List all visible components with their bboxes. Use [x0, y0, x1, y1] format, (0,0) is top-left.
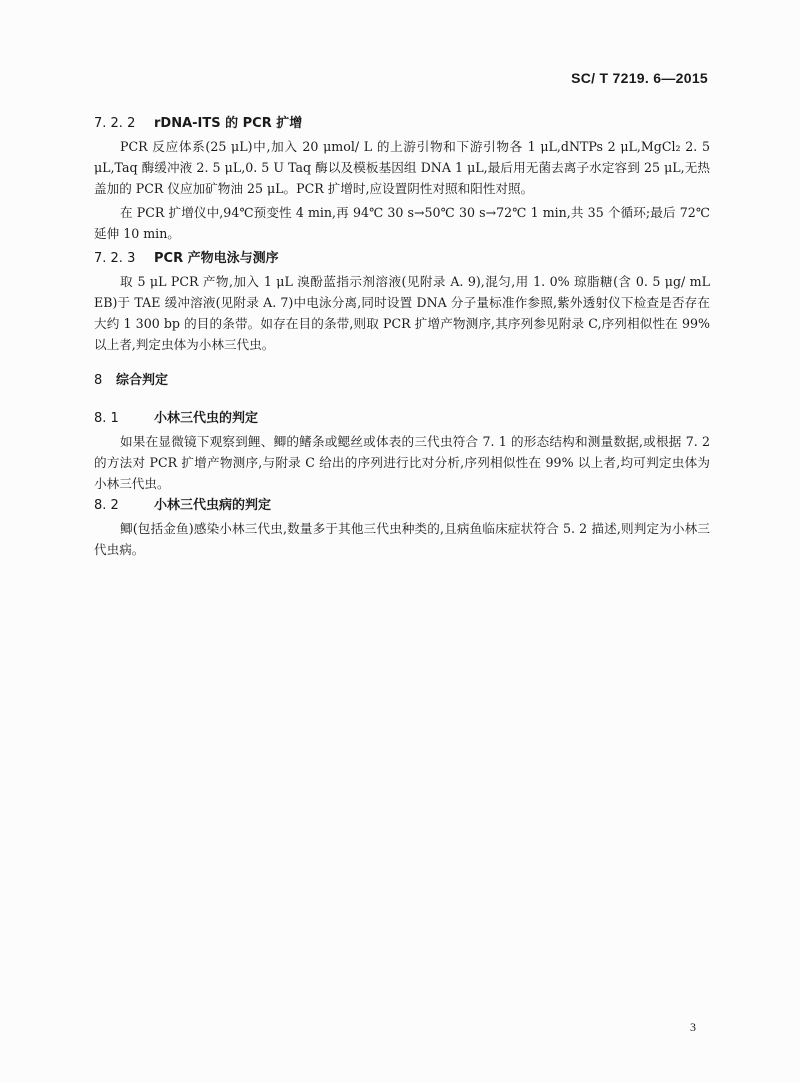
section-number: 7. 2. 2 [94, 116, 136, 131]
section-8-1-heading [94, 407, 710, 431]
document-body [94, 112, 710, 560]
section-title: 小林三代虫病的判定 [154, 498, 272, 513]
section-title: 小林三代虫的判定 [154, 411, 259, 426]
page-number: 3 [690, 1020, 696, 1034]
section-title: rDNA-ITS 的 PCR 扩增 [154, 116, 303, 131]
section-8-1-paragraph-1: 如果在显微镜下观察到鲤、鲫的鳍条或鳃丝或体表的三代虫符合 7. 1 的形态结构和测量数据,或根据 7. 2 的方法对 PCR 扩增产物测序,与附录 C 给出的序列进行比对分析,序列相似性在 99% 以上者,均可判定虫体为小林三代虫。 [94, 434, 710, 491]
section-8-2-heading [94, 494, 710, 518]
section-title: PCR 产物电泳与测序 [154, 251, 279, 266]
section-7-2-3-heading [94, 247, 710, 271]
section-number: 8. 1 [94, 411, 119, 426]
section-8-heading [94, 369, 710, 393]
section-7-2-2-paragraph-2: 在 PCR 扩增仪中,94℃预变性 4 min,再 94℃ 30 s→50℃ 30 s→72℃ 1 min,共 35 个循环;最后 72℃延伸 10 min。 [94, 205, 710, 241]
section-number: 7. 2. 3 [94, 251, 136, 266]
section-number: 8 [94, 373, 103, 388]
section-title: 综合判定 [116, 373, 169, 388]
section-7-2-2-heading [94, 112, 710, 136]
section-7-2-3-paragraph-1: 取 5 μL PCR 产物,加入 1 μL 溴酚蓝指示剂溶液(见附录 A. 9),混匀,用 1. 0% 琼脂糖(含 0. 5 μg/ mL EB)于 TAE 缓冲溶液(见附录 A. 7)中电泳分离,同时设置 DNA 分子量标准作参照,紫外透射仪下检查是否存在大约 1 300 bp 的目的条带。如存在目的条带,则取 PCR 扩增产物测序,其序列参见附录 C,序列相似性在 99% 以上者,判定虫体为小林三代虫。 [94, 274, 710, 352]
section-number: 8. 2 [94, 498, 119, 513]
standard-code-header: SC/ T 7219. 6—2015 [571, 70, 708, 86]
section-7-2-2-paragraph-1: PCR 反应体系(25 μL)中,加入 20 μmol/ L 的上游引物和下游引物各 1 μL,dNTPs 2 μL,MgCl₂ 2. 5 μL,Taq 酶缓冲液 2. 5 μL,0. 5 U Taq 酶以及模板基因组 DNA 1 μL,最后用无菌去离子水定容到 25 μL,无热盖加的 PCR 仪应加矿物油 25 μL。PCR 扩增时,应设置阴性对照和阳性对照。 [94, 139, 710, 196]
section-8-2-paragraph-1: 鲫(包括金鱼)感染小林三代虫,数量多于其他三代虫种类的,且病鱼临床症状符合 5. 2 描述,则判定为小林三代虫病。 [94, 521, 710, 557]
